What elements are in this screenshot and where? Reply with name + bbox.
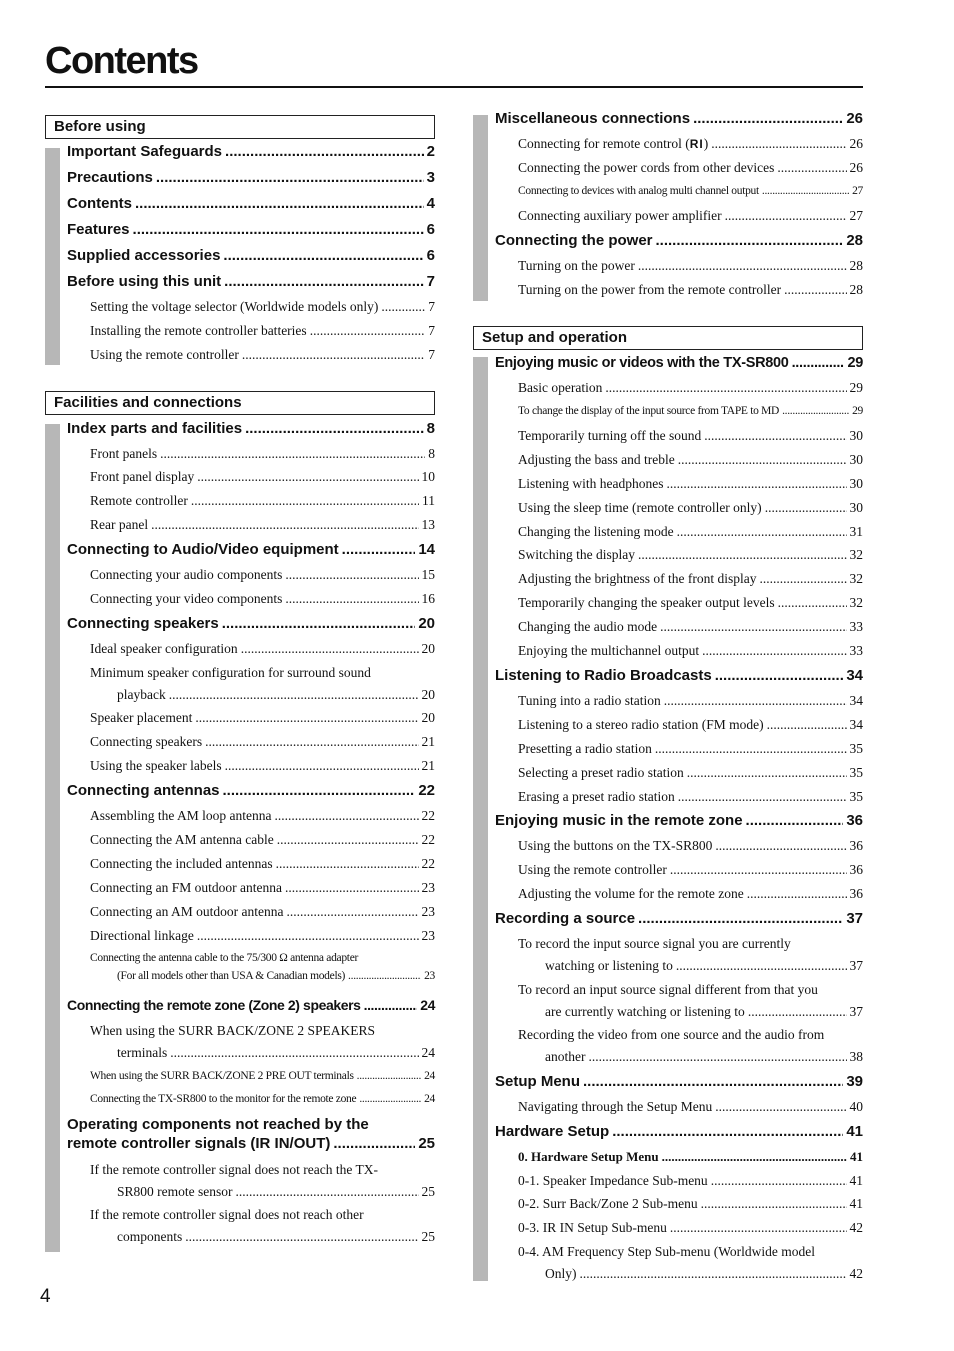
toc-subentry[interactable]: Ideal speaker configuration ..... 20 xyxy=(90,641,435,657)
toc-entry[interactable]: Listening to Radio Broadcasts ..... 34 xyxy=(495,667,863,684)
toc-subentry[interactable]: Turning on the power from the remote controller ..... 28 xyxy=(518,282,863,298)
toc-subentry[interactable]: Listening with headphones ..... 30 xyxy=(518,476,863,492)
toc-subentry[interactable]: Using the speaker labels ..... 21 xyxy=(90,758,435,774)
toc-subentry[interactable]: Turning on the power ..... 28 xyxy=(518,258,863,274)
toc-subentry[interactable]: Connecting your video components ..... 16 xyxy=(90,591,435,607)
toc-subentry[interactable]: Selecting a preset radio station ..... 35 xyxy=(518,765,863,781)
page-number: 4 xyxy=(40,1286,51,1307)
section-header-setup: Setup and operation xyxy=(473,326,863,350)
toc-subentry[interactable]: 0. Hardware Setup Menu ..... 41 xyxy=(518,1149,863,1165)
toc-subentry[interactable]: Tuning into a radio station ..... 34 xyxy=(518,693,863,709)
toc-subentry[interactable]: If the remote controller signal does not reach the TX- SR800 remote sensor ..... 25 xyxy=(90,1162,435,1200)
section-bar xyxy=(473,115,488,301)
toc-entry[interactable]: Connecting to Audio/Video equipment ..... 14 xyxy=(67,541,435,558)
toc-entry[interactable]: Features ..... 6 xyxy=(67,221,435,238)
toc-subentry[interactable]: Adjusting the volume for the remote zone ..... 36 xyxy=(518,886,863,902)
toc-entry[interactable]: Contents ..... 4 xyxy=(67,195,435,212)
toc-entry[interactable]: Before using this unit ..... 7 xyxy=(67,273,435,290)
toc-subentry[interactable]: Connecting the antenna cable to the 75/300 Ω antenna adapter (For all models other than USA & Canadian models) ..... 23 xyxy=(90,952,435,982)
toc-subentry[interactable]: Directional linkage ..... 23 xyxy=(90,928,435,944)
toc-subentry[interactable]: Enjoying the multichannel output ..... 33 xyxy=(518,643,863,659)
toc-subentry[interactable]: Connecting auxiliary power amplifier ..... 27 xyxy=(518,208,863,224)
toc-entry[interactable]: Connecting speakers ..... 20 xyxy=(67,615,435,632)
toc-entry[interactable]: Connecting the remote zone (Zone 2) speakers ..... 24 xyxy=(67,997,435,1013)
toc-entry[interactable]: Supplied accessories ..... 6 xyxy=(67,247,435,264)
toc-subentry[interactable]: Erasing a preset radio station ..... 35 xyxy=(518,789,863,805)
toc-subentry[interactable]: To record the input source signal you are currently watching or listening to ..... 37 xyxy=(518,936,863,974)
toc-entry[interactable]: Connecting the power ..... 28 xyxy=(495,232,863,249)
toc-subentry[interactable]: 0-3. IR IN Setup Sub-menu ..... 42 xyxy=(518,1220,863,1236)
toc-subentry[interactable]: Recording the video from one source and the audio from another ..... 38 xyxy=(518,1027,863,1065)
toc-subentry[interactable]: Using the buttons on the TX-SR800 ..... 36 xyxy=(518,838,863,854)
toc-subentry[interactable]: Remote controller ..... 11 xyxy=(90,493,435,509)
toc-subentry[interactable]: To record an input source signal different from that you are currently watching or listening to ..... 37 xyxy=(518,982,863,1020)
toc-subentry[interactable]: Adjusting the brightness of the front display ..... 32 xyxy=(518,571,863,587)
toc-subentry[interactable]: Using the sleep time (remote controller only) ..... 30 xyxy=(518,500,863,516)
toc-subentry[interactable]: Connecting for remote control (RI) ..... 26 xyxy=(518,136,863,152)
toc-subentry[interactable]: When using the SURR BACK/ZONE 2 SPEAKERS terminals ..... 24 xyxy=(90,1023,435,1061)
section-header-before-using: Before using xyxy=(45,115,435,139)
section-bar xyxy=(45,148,60,365)
toc-entry[interactable]: Miscellaneous connections ..... 26 xyxy=(495,110,863,127)
toc-entry[interactable]: Recording a source ..... 37 xyxy=(495,910,863,927)
toc-subentry[interactable]: Connecting your audio components ..... 15 xyxy=(90,567,435,583)
toc-subentry[interactable]: 0-1. Speaker Impedance Sub-menu ..... 41 xyxy=(518,1173,863,1189)
toc-entry[interactable]: Connecting antennas ..... 22 xyxy=(67,782,435,799)
toc-subentry[interactable]: When using the SURR BACK/ZONE 2 PRE OUT terminals ..... 24 xyxy=(90,1070,435,1082)
title-rule xyxy=(45,86,863,88)
toc-subentry[interactable]: Setting the voltage selector (Worldwide models only) ..... 7 xyxy=(90,299,435,315)
toc-subentry[interactable]: If the remote controller signal does not reach other components ..... 25 xyxy=(90,1207,435,1245)
toc-entry[interactable]: Enjoying music or videos with the TX-SR800 ..... 29 xyxy=(495,355,863,371)
toc-subentry[interactable]: Listening to a stereo radio station (FM mode) ..... 34 xyxy=(518,717,863,733)
toc-subentry[interactable]: Assembling the AM loop antenna ..... 22 xyxy=(90,808,435,824)
toc-entry[interactable]: Operating components not reached by the remote controller signals (IR IN/OUT) ..... 25 xyxy=(67,1116,435,1152)
toc-entry[interactable]: Setup Menu ..... 39 xyxy=(495,1073,863,1090)
ri-remote-symbol: RI xyxy=(689,137,704,151)
toc-subentry[interactable]: Connecting speakers ..... 21 xyxy=(90,734,435,750)
toc-subentry[interactable]: To change the display of the input source from TAPE to MD ..... 29 xyxy=(518,405,863,417)
toc-entry[interactable]: Hardware Setup ..... 41 xyxy=(495,1123,863,1140)
section-bar xyxy=(473,357,488,1281)
toc-subentry[interactable]: Using the remote controller ..... 36 xyxy=(518,862,863,878)
toc-subentry[interactable]: Switching the display ..... 32 xyxy=(518,547,863,563)
toc-subentry[interactable]: Connecting an FM outdoor antenna ..... 23 xyxy=(90,880,435,896)
toc-entry[interactable]: Enjoying music in the remote zone ..... 36 xyxy=(495,812,863,829)
page-title: Contents xyxy=(45,40,198,82)
section-bar xyxy=(45,424,60,1252)
toc-entry[interactable]: Precautions ..... 3 xyxy=(67,169,435,186)
toc-subentry[interactable]: Adjusting the bass and treble ..... 30 xyxy=(518,452,863,468)
toc-subentry[interactable]: Connecting to devices with analog multi channel output ..... 27 xyxy=(518,185,863,197)
toc-subentry[interactable]: Speaker placement ..... 20 xyxy=(90,710,435,726)
toc-entry[interactable]: Important Safeguards ..... 2 xyxy=(67,143,435,160)
toc-subentry[interactable]: Connecting the power cords from other devices ..... 26 xyxy=(518,160,863,176)
toc-subentry[interactable]: Changing the audio mode ..... 33 xyxy=(518,619,863,635)
toc-subentry[interactable]: Basic operation ..... 29 xyxy=(518,380,863,396)
toc-entry[interactable]: Index parts and facilities ..... 8 xyxy=(67,420,435,437)
toc-subentry[interactable]: 0-2. Surr Back/Zone 2 Sub-menu ..... 41 xyxy=(518,1196,863,1212)
toc-subentry[interactable]: Installing the remote controller batteries ..... 7 xyxy=(90,323,435,339)
toc-subentry[interactable]: Changing the listening mode ..... 31 xyxy=(518,524,863,540)
toc-subentry[interactable]: Using the remote controller ..... 7 xyxy=(90,347,435,363)
toc-subentry[interactable]: Connecting the AM antenna cable ..... 22 xyxy=(90,832,435,848)
toc-subentry[interactable]: Presetting a radio station ..... 35 xyxy=(518,741,863,757)
toc-subentry[interactable]: Connecting the TX-SR800 to the monitor for the remote zone ..... 24 xyxy=(90,1093,435,1105)
toc-subentry[interactable]: Temporarily turning off the sound ..... 30 xyxy=(518,428,863,444)
toc-subentry[interactable]: Front panels ..... 8 xyxy=(90,446,435,462)
toc-subentry[interactable]: Front panel display ..... 10 xyxy=(90,469,435,485)
section-header-facilities: Facilities and connections xyxy=(45,391,435,415)
toc-subentry[interactable]: Temporarily changing the speaker output levels ..... 32 xyxy=(518,595,863,611)
toc-subentry[interactable]: Connecting an AM outdoor antenna ..... 23 xyxy=(90,904,435,920)
toc-subentry[interactable]: Navigating through the Setup Menu ..... 40 xyxy=(518,1099,863,1115)
toc-subentry[interactable]: 0-4. AM Frequency Step Sub-menu (Worldwide model Only) ..... 42 xyxy=(518,1244,863,1282)
toc-subentry[interactable]: Connecting the included antennas ..... 22 xyxy=(90,856,435,872)
toc-subentry[interactable]: Minimum speaker configuration for surround sound playback ..... 20 xyxy=(90,665,435,703)
toc-subentry[interactable]: Rear panel ..... 13 xyxy=(90,517,435,533)
